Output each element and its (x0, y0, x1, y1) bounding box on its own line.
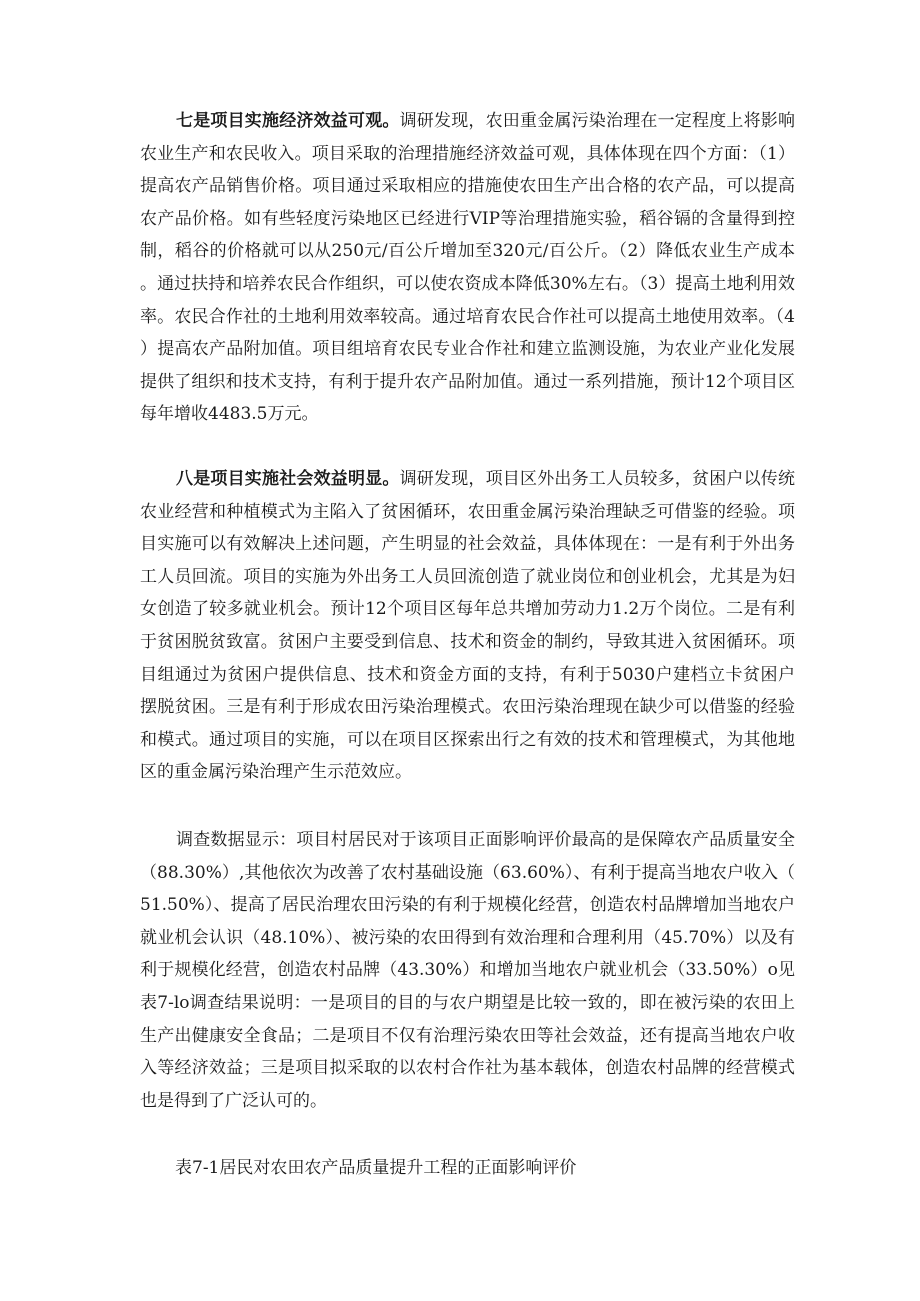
paragraph-body-text: 调研发现，农田重金属污染治理在一定程度上将影响农业生产和农民收入。项目采取的治理措施经济效益可观，具体体现在四个方面：（1）提高农产品销售价格。项目通过采取相应的措施使农田生产出合格的农产品，可以提高农产品价格。如有些轻度污染地区已经进行VIP等治理措施实验，稻谷镉的含量得到控制，稻谷的价格就可以从250元/百公斤增加至320元/百公斤。（2）降低农业生产成本。通过扶持和培养农民合作组织，可以使农资成本降低30%左右。（3）提高土地利用效率。农民合作社的土地利用效率较高。通过培育农民合作社可以提高土地使用效率。（4）提高农产品附加值。项目组培育农民专业合作社和建立监测设施，为农业产业化发展提供了组织和技术支持，有利于提升农产品附加值。通过一系列措施，预计12个项目区每年增收4483.5万元。 (140, 111, 796, 425)
paragraph-economic-benefit (140, 105, 795, 431)
paragraph-body-text: 调研发现，项目区外出务工人员较多，贫困户以传统农业经营和种植模式为主陷入了贫困循环，农田重金属污染治理缺乏可借鉴的经验。项目实施可以有效解决上述问题，产生明显的社会效益，具体体现在：一是有利于外出务工人员回流。项目的实施为外出务工人员回流创造了就业岗位和创业机会，尤其是为妇女创造了较多就业机会。预计12个项目区每年总共增加劳动力1.2万个岗位。二是有利于贫困脱贫致富。贫困户主要受到信息、技术和资金的制约，导致其进入贫困循环。项目组通过为贫困户提供信息、技术和资金方面的支持，有利于5030户建档立卡贫困户摆脱贫困。三是有利于形成农田污染治理模式。农田污染治理现在缺少可以借鉴的经验和模式。通过项目的实施，可以在项目区探索出行之有效的技术和管理模式，为其他地区的重金属污染治理产生示范效应。 (140, 469, 796, 783)
paragraph-lead-heading: 七是项目实施经济效益可观。 (176, 111, 400, 131)
table-caption: 表7-1居民对农田农产品质量提升工程的正面影响评价 (175, 1158, 577, 1178)
paragraph-body-text: 调查数据显示：项目村居民对于该项目正面影响评价最高的是保障农产品质量安全（88.30%）,其他依次为改善了农村基础设施（63.60%）、有利于提高当地农户收入（51.50%）、提高了居民治理农田污染的有利于规模化经营，创造农村品牌增加当地农户就业机会认识（48.10%）、被污染的农田得到有效治理和合理利用（45.70%）以及有利于规模化经营，创造农村品牌（43.30%）和增加当地农户就业机会（33.50%）o见表7-lo调查结果说明：一是项目的目的与农户期望是比较一致的，即在被污染的农田上生产出健康安全食品；二是项目不仅有治理污染农田等社会效益，还有提高当地农户收入等经济效益；三是项目拟采取的以农村合作社为基本载体，创造农村品牌的经营模式也是得到了广泛认可的。 (140, 830, 795, 1111)
paragraph-lead-heading: 八是项目实施社会效益明显。 (176, 469, 400, 489)
paragraph-survey-results (140, 824, 795, 1117)
paragraph-social-benefit (140, 463, 795, 789)
